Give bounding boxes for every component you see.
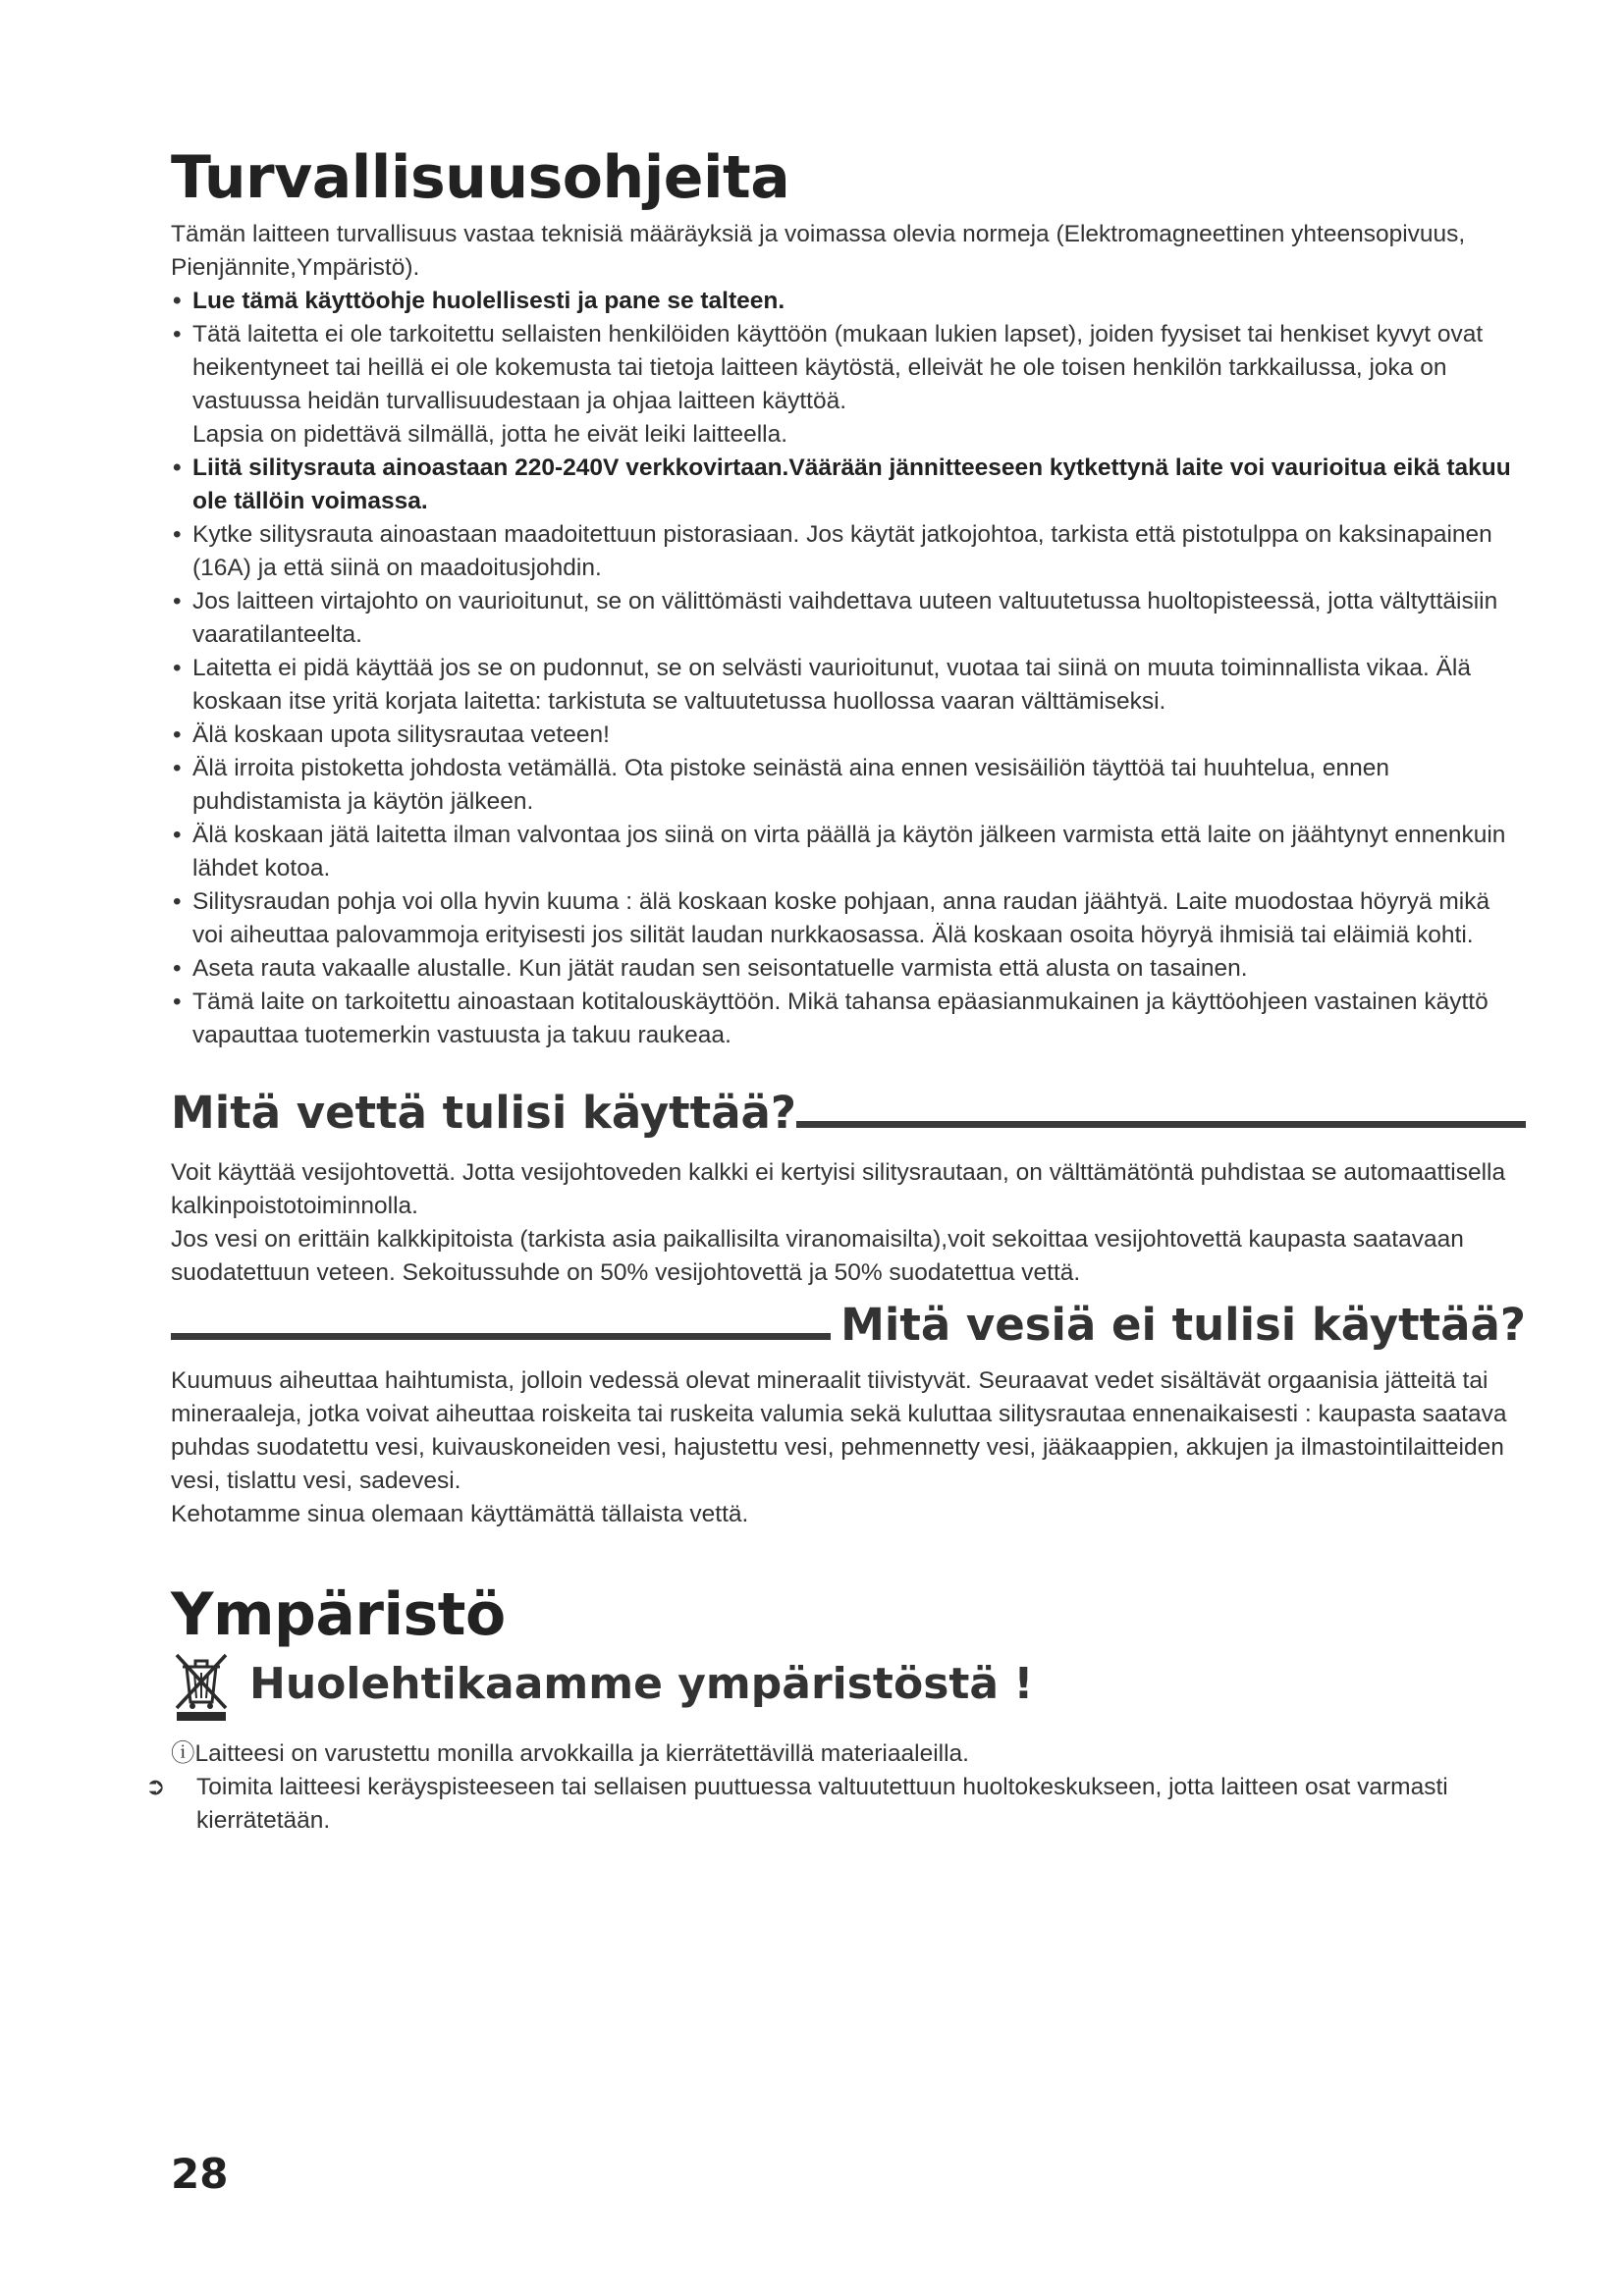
safety-item-10: • Silitysraudan pohja voi olla hyvin kuuma : älä koskaan koske pohjaan, anna raudan jäähtyä. Laite muodostaa höyryä mikä voi aiheuttaa palovammoja erityisesti jos silität laudan nurkkaosassa. Älä koskaan osoita höyryä ihmisiä tai eläimiä kohti. xyxy=(171,885,1526,952)
environment-info-text: Laitteesi on varustettu monilla arvokkailla ja kierrätettävillä materiaaleilla. xyxy=(194,1739,969,1767)
water-avoid-p1: Kuumuus aiheuttaa haihtumista, jolloin vedessä olevat mineraalit tiivistyvät. Seuraavat vedet sisältävät orgaanisia jätteitä tai mineraaleja, jotka voivat aiheuttaa roiskeita tai ruskeita valumia sekä kuluttaa silitysrautaa ennenaikaisesti : kaupasta saatava puhdas suodatettu vesi, kuivauskoneiden vesi, hajustettu vesi, pehmennetty vesi, jääkaappien, akkujen ja ilmastointilaitteiden vesi, tislattu vesi, sadevesi. xyxy=(171,1366,1507,1494)
safety-intro: Tämän laitteen turvallisuus vastaa teknisiä määräyksiä ja voimassa olevia normeja (Elektromagneettinen yhteensopivuus, Pienjännite,Ympäristö). xyxy=(171,221,1466,281)
safety-list xyxy=(171,285,1526,1052)
safety-item-1: • Lue tämä käyttöohje huolellisesti ja pane se talteen. xyxy=(171,285,1526,318)
heading-rule xyxy=(171,1333,831,1340)
water-avoid-p2: Kehotamme sinua olemaan käyttämättä tällaista vettä. xyxy=(171,1500,749,1527)
page-content xyxy=(145,143,1526,1838)
safety-item-8: • Älä irroita pistoketta johdosta vetämällä. Ota pistoke seinästä aina ennen vesisäiliön täyttöä tai huuhtelua, ennen puhdistamista ja käytön jälkeen. xyxy=(171,752,1526,819)
safety-item-2 xyxy=(171,318,1526,452)
safety-item-9: • Älä koskaan jätä laitetta ilman valvontaa jos siinä on virta päällä ja käytön jälkeen varmista että laite on jäähtynyt ennenkuin lähdet kotoa. xyxy=(171,819,1526,885)
water-use-p1: Voit käyttää vesijohtovettä. Jotta vesijohtoveden kalkki ei kertyisi silitysrautaan, on välttämätöntä puhdistaa se automaattisella kalkinpoistotoiminnolla. xyxy=(171,1158,1506,1219)
environment-action-line xyxy=(145,1771,1526,1838)
water-avoid-heading-row xyxy=(171,1300,1526,1351)
environment-subtitle: Huolehtikaamme ympäristöstä ! xyxy=(249,1659,1034,1710)
safety-title: Turvallisuusohjeita xyxy=(171,143,790,212)
water-use-title: Mitä vettä tulisi käyttää? xyxy=(171,1087,797,1139)
safety-item-7: • Älä koskaan upota silitysrautaa veteen! xyxy=(171,719,1526,752)
crossed-bin-icon xyxy=(171,1649,232,1722)
environment-subtitle-row xyxy=(171,1649,1526,1722)
environment-action-text: Toimita laitteesi keräyspisteeseen tai sellaisen puuttuessa valtuutettuun huoltokeskukseen, jotta laitteen osat varmasti kierrätetään. xyxy=(196,1773,1448,1834)
water-use-heading-row xyxy=(171,1088,1526,1139)
safety-item-12: • Tämä laite on tarkoitettu ainoastaan kotitalouskäyttöön. Mikä tahansa epäasianmukainen ja käyttöohjeen vastainen käyttö vapauttaa tuotemerkin vastuusta ja takuu raukeaa. xyxy=(171,986,1526,1052)
info-icon: ⓘ xyxy=(171,1739,195,1767)
safety-item-11: • Aseta rauta vakaalle alustalle. Kun jätät raudan sen seisontatuelle varmista että alusta on tasainen. xyxy=(171,952,1526,986)
arrow-icon: ➲ xyxy=(145,1773,166,1800)
safety-item-2-extra: Lapsia on pidettävä silmällä, jotta he eivät leiki laitteella. xyxy=(192,421,788,448)
water-use-p2: Jos vesi on erittäin kalkkipitoista (tarkista asia paikallisilta viranomaisilta),voit sekoittaa vesijohtovettä kaupasta saatavaan xyxy=(171,1225,1464,1253)
page-number: 28 xyxy=(171,2150,229,2198)
safety-item-6: • Laitetta ei pidä käyttää jos se on pudonnut, se on selvästi vaurioitunut, vuotaa tai siinä on muuta toiminnallista vikaa. Älä koskaan itse yritä korjata laitetta: tarkistuta se valtuutetussa huollossa vaaran välttämiseksi. xyxy=(171,652,1526,719)
environment-title: Ympäristö xyxy=(171,1579,506,1649)
safety-item-4: • Kytke silitysrauta ainoastaan maadoitettuun pistorasiaan. Jos käytät jatkojohtoa, tarkista että pistotulppa on kaksinapainen (16A) ja että siinä on maadoitusjohdin. xyxy=(171,518,1526,585)
heading-rule xyxy=(796,1121,1526,1128)
safety-item-2-text: Tätä laitetta ei ole tarkoitettu sellaisten henkilöiden käyttöön (mukaan lukien lapset), joiden fyysiset tai henkiset kyvyt ovat heikentyneet tai heillä ei ole kokemusta tai tietoja laitteen käytöstä, elleivät he ole toisen henkilön tarkkailussa, joka on vastuussa heidän turvallisuudestaan ja ohjaa laitteen käyttöä. xyxy=(192,321,1484,414)
safety-item-3: • Liitä silitysrauta ainoastaan 220-240V verkkovirtaan.Väärään jännitteeseen kytkettynä laite voi vaurioitua eikä takuu ole tällöin voimassa. xyxy=(171,452,1526,518)
safety-item-5: • Jos laitteen virtajohto on vaurioitunut, se on välittömästi vaihdettava uuteen valtuutetussa huoltopisteessä, jotta vältyttäisiin vaaratilanteelta. xyxy=(171,585,1526,652)
water-use-p3: suodatettuun veteen. Sekoitussuhde on 50% vesijohtovettä ja 50% suodatettua vettä. xyxy=(171,1258,1081,1286)
environment-info-line xyxy=(171,1737,1526,1771)
water-avoid-title: Mitä vesiä ei tulisi käyttää? xyxy=(840,1298,1526,1351)
